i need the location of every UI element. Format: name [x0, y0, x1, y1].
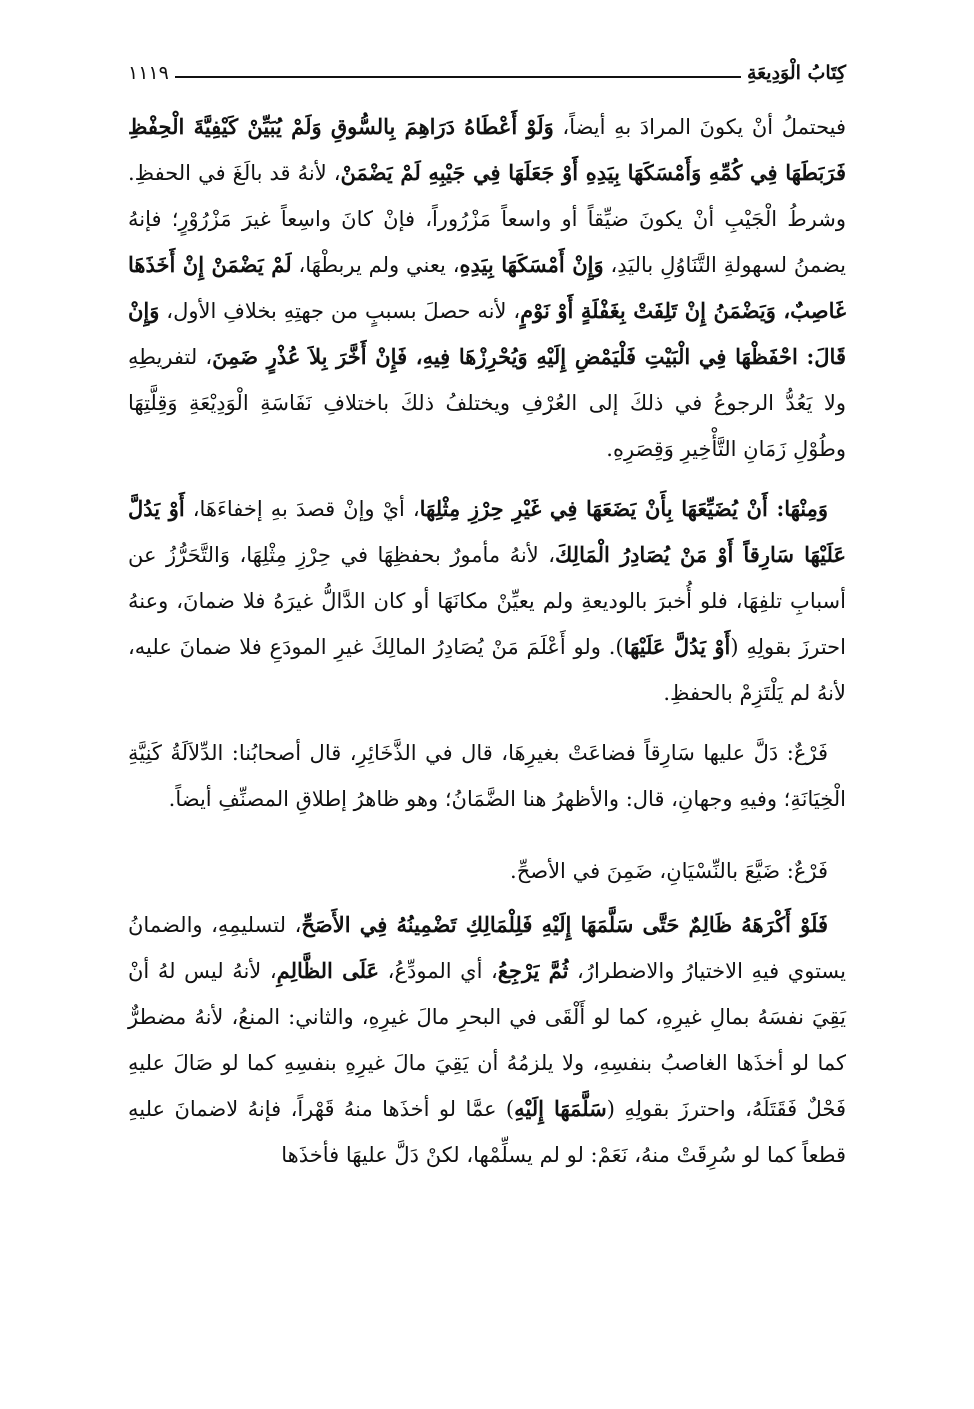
chapter-title: كِتَابُ الْوَدِيعَةِ — [746, 62, 846, 84]
sharh-text: ، يعني ولم يربطْهَا، — [291, 253, 460, 277]
matn-text: أَوْ يَدُلَّ عَلَيْهَا — [623, 634, 731, 659]
sharh-text: ، أيْ وإنْ قصدَ بهِ إخفاءَهَا، — [184, 497, 420, 521]
paragraph — [128, 902, 846, 1178]
sharh-text: ، لأنهُ ليس لهُ أنْ يَقِيَ نفسَهُ بمالِ غيرِهِ، كما لو أَلْقَى في البحرِ مالَ غيرِهِ، والثاني: المنعُ، لأنهُ مضطرٌّ كما لو أخذَها الغاصبُ بنفسِهِ، ولا يلزمُهُ أن يَقِيَ مالَ غيرِهِ بنفسِهِ كما لو صَالَ عليهِ فَحْلٌ فَقَتَلَهُ، واحترزَ بقولِهِ ( — [128, 959, 846, 1121]
page-body — [128, 104, 846, 1192]
matn-text: وَمِنْهَا: أَنْ يُضَيِّعَهَا بِأَنْ يَضَعَهَا فِي غَيْرِ حِرْزِ مِثْلِهَا — [419, 496, 828, 521]
page-number: ١١١٩ — [128, 62, 169, 84]
paragraph — [128, 730, 846, 822]
sharh-text: ). ولو أَعْلَمَ مَنْ يُصَادِرُ المالِكَ غيرِ المودَعِ فلا ضمانَ عليه، لأنهُ لم يَلْتَزِمْ بالحفظِ. — [128, 635, 846, 705]
matn-text: لَمْ يَضْمَنْ إِنْ أَخَذَهَا غَاصِبٌ، وَيَضْمَنُ إِنْ تَلِفَتْ بِغَفْلَةٍ أَوْ نَوْمٍ — [128, 252, 846, 323]
sharh-text: ، لأنهُ مأمورٌ بحفظِهَا في حِرْزِ مِثْلِهَا، وَالتَّحَرُّزُ عن أسبابِ تلفِهَا، فلو أُخبرَ بالوديعةِ ولم يعيِّنْ مكانَهَا أو كان الدَّالُّ غيرَهُ فلا ضمانَ، وعنهُ احترزَ بقولِهِ ( — [128, 543, 846, 659]
sharh-text: ، لأنه حصلَ بسببٍ من جهتِهِ بخلافِ الأول، — [159, 299, 521, 323]
matn-text: فَلَوْ أَكْرَهَهُ ظَالِمٌ حَتَّى سَلَّمَهَا إِلَيْهِ فَلِلْمَالِكِ تَضْمِينُهُ فِي الأَصَحِّ — [301, 912, 828, 937]
matn-text: عَلَى الظَّالِمِ — [276, 958, 380, 983]
matn-text: أَوْ يَدُلَّ عَلَيْهَا سَارِقاً أَوْ مَنْ يُصَادِرُ الْمَالِكَ — [128, 496, 846, 567]
sharh-text: ، لأنهُ قد بالَغَ في الحفظِ. وشرطُ الْجَيْبِ أنْ يكونَ ضيِّقاً أو واسعاً مَزْرُوراً، فإنْ كانَ واسِعاً غيرَ مَزْرُوْرٍ؛ فإنهُ يضمنُ لسهولةِ التَّنَاوُلِ باليَدِ، — [128, 161, 847, 277]
sharh-text: فيحتملُ أنْ يكونَ المرادَ بهِ أيضاً، — [553, 115, 847, 139]
paragraph — [128, 848, 846, 894]
header-rule — [175, 76, 741, 78]
sharh-text: ، أي المودِّعُ، — [379, 959, 498, 983]
matn-text: ثُمَّ يَرْجِعُ — [497, 958, 569, 983]
page-header — [128, 52, 846, 84]
matn-text: وَإِنْ أَمْسَكَهَا بِيَدِهِ — [459, 252, 604, 277]
matn-text: وَإِنْ قَالَ: احْفَظْهَا فِي الْبَيْتِ فَلْيَمْضِ إِلَيْهِ وَيُحْرِزْهَا فِيهِ، فَإِنْ أَخَّرَ بِلاَ عُذْرٍ ضَمِنَ — [128, 298, 846, 369]
sharh-text: ، لتسليمِهِ، والضمانُ يستوي فيهِ الاختيارُ والاضطرارُ، — [128, 913, 846, 983]
sharh-text: فَرْعٌ: دَلَّ عليها سَارِقاً فضاعَتْ بغيرِهَا، قال في الذَّخَائِرِ، قال أصحابُنا: الدِّلاَلَةُ كَنِيَّةِ الْخِيَانَةِ؛ وفيهِ وجهانِ، قال: والأظهرُ هنا الضَّمَانُ؛ وهو ظاهرُ إطلاقِ المصنِّفِ أيضاً. — [128, 741, 846, 811]
matn-text: وَلَوْ أَعْطَاهُ دَرَاهِمَ بِالسُّوقِ وَلَمْ يُبَيِّنْ كَيْفِيَّةَ الْحِفْظِ فَرَبَطَهَا فِي كُمِّهِ وَأَمْسَكَهَا بِيَدِهِ أَوْ جَعَلَهَا فِي جَيْبِهِ لَمْ يَضْمَنْ — [128, 114, 846, 185]
sharh-text: فَرْعٌ: ضَيَّعَ بالنِّسْيَانِ، ضَمِنَ في الأصحِّ. — [510, 859, 828, 883]
paragraph — [128, 104, 846, 472]
sharh-text: ) عمَّا لو أخذَها منهُ قَهْراً، فإنهُ لاضمانَ عليهِ قطعاً كما لو سُرِقَتْ منهُ، نَعَمْ: لو لم يسلِّمْها، لكنْ دَلَّ عليهَا فأخذَها — [128, 1097, 846, 1167]
matn-text: سَلَّمَهَا إِلَيْهِ — [514, 1096, 607, 1121]
sharh-text: ، لتفريطِهِ ولا يَعُدُّ الرجوعُ في ذلكَ إلى العُرْفِ ويختلفُ ذلكَ باختلافِ نَفَاسَةِ الْوَدِيْعَةِ وَقِلَّتِهَا وطُوْلِ زَمَانِ التَّأْخِيرِ وَقِصَرِهِ. — [128, 345, 846, 461]
paragraph — [128, 486, 846, 716]
